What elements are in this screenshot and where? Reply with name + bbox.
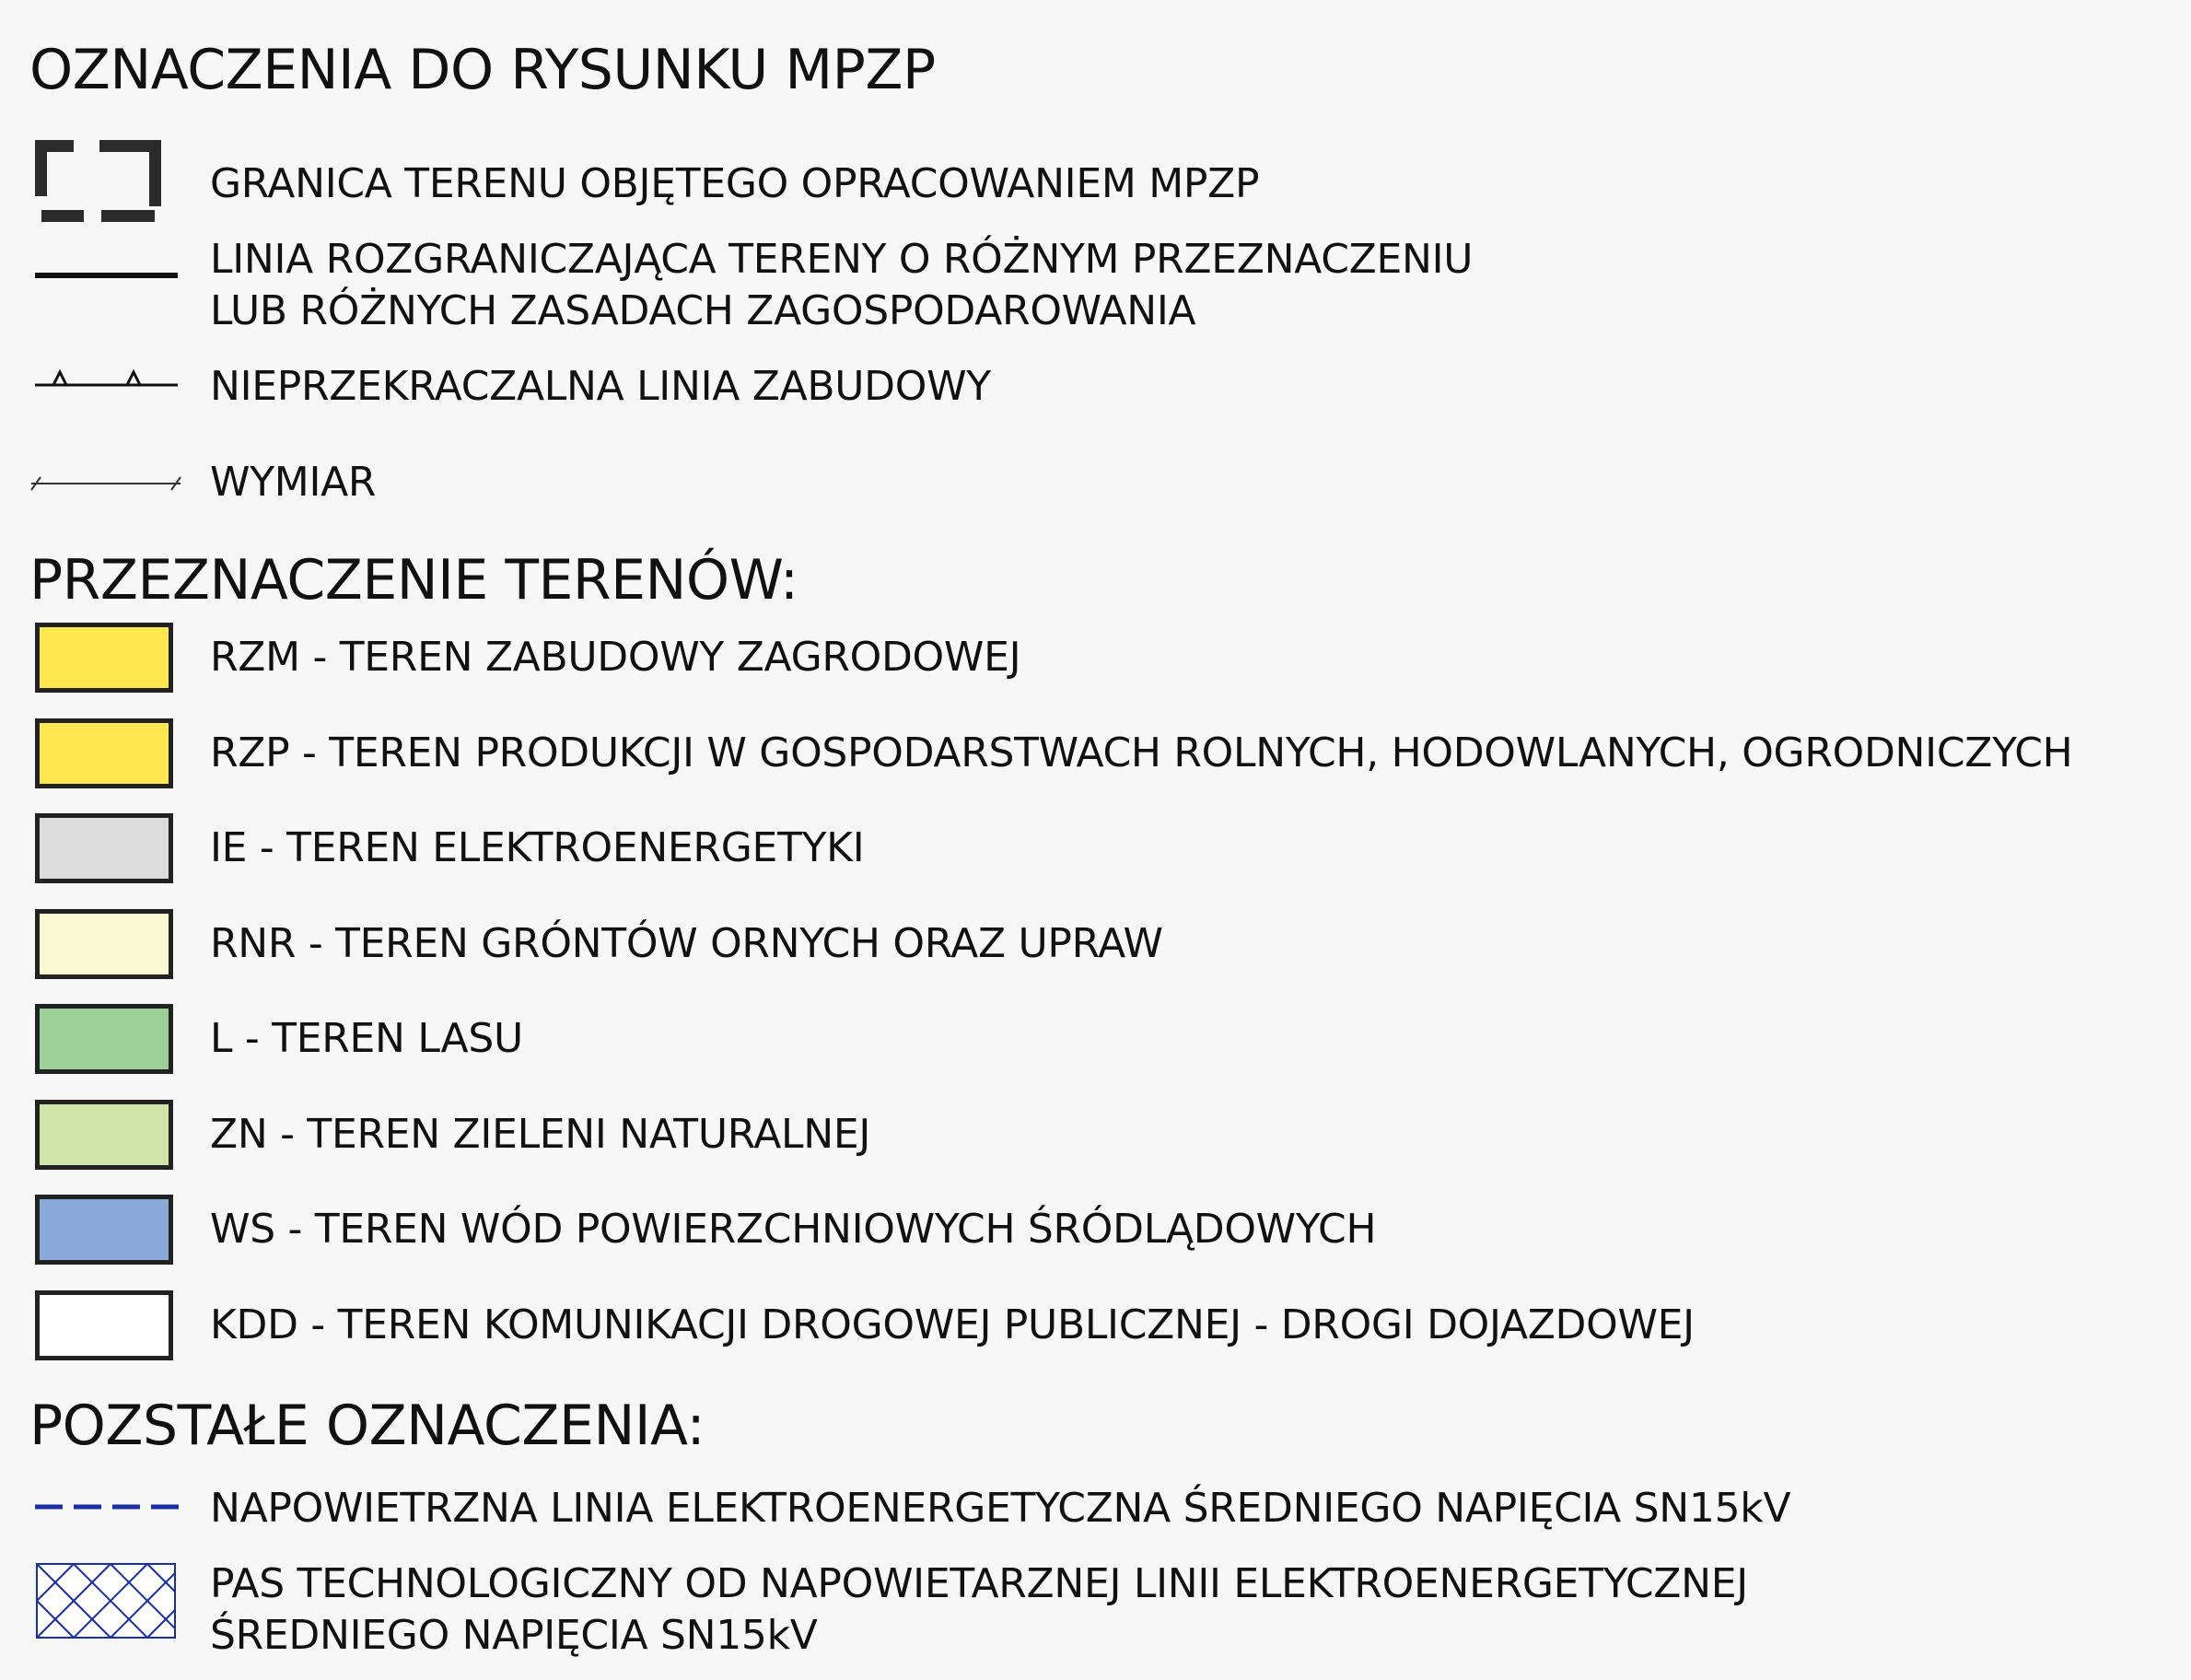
- land-use-label: IE - TEREN ELEKTROENERGETYKI: [210, 824, 865, 871]
- dashed-boundary-icon: [28, 136, 184, 225]
- land-use-label: L - TEREN LASU: [210, 1015, 523, 1062]
- legend-label-power-line: NAPOWIETRZNA LINIA ELEKTROENERGETYCZNA ŚREDNIEGO NAPIĘCIA SN15kV: [210, 1485, 1791, 1532]
- legend-label-dimension: WYMIAR: [210, 459, 377, 506]
- land-use-label: ZN - TEREN ZIELENI NATURALNEJ: [210, 1111, 871, 1158]
- land-use-label: WS - TEREN WÓD POWIERZCHNIOWYCH ŚRÓDLĄDOWYCH: [210, 1206, 1377, 1253]
- land-use-label: RZP - TEREN PRODUKCJI W GOSPODARSTWACH ROLNYCH, HODOWLANYCH, OGRODNICZYCH: [210, 729, 2073, 776]
- legend-title: OZNACZENIA DO RYSUNKU MPZP: [29, 38, 936, 102]
- land-use-swatch: [35, 1100, 173, 1170]
- power-line-icon: [28, 1498, 184, 1516]
- land-use-swatch: [35, 813, 173, 883]
- solid-line-icon: [28, 267, 184, 286]
- legend-label-tech-strip-line-2: ŚREDNIEGO NAPIĘCIA SN15kV: [210, 1612, 818, 1659]
- land-use-label: KDD - TEREN KOMUNIKACJI DROGOWEJ PUBLICZNEJ - DROGI DOJAZDOWEJ: [210, 1301, 1695, 1348]
- dimension-line-icon: [28, 470, 184, 497]
- crosshatch-icon: [28, 1562, 184, 1639]
- legend-label-boundary-line-2: LUB RÓŻNYCH ZASADACH ZAGOSPODAROWANIA: [210, 287, 1196, 334]
- legend-label-tech-strip-line-1: PAS TECHNOLOGICZNY OD NAPOWIETARZNEJ LINII ELEKTROENERGETYCZNEJ: [210, 1560, 1748, 1607]
- building-line-icon: [28, 365, 184, 392]
- land-use-swatch: [35, 1290, 173, 1360]
- land-use-swatch: [35, 909, 173, 979]
- land-use-swatch: [35, 623, 173, 693]
- land-use-label: RNR - TEREN GRÓNTÓW ORNYCH ORAZ UPRAW: [210, 920, 1163, 967]
- land-use-swatch: [35, 1195, 173, 1265]
- land-use-swatch: [35, 718, 173, 788]
- legend-label-boundary: GRANICA TERENU OBJĘTEGO OPRACOWANIEM MPZP: [210, 160, 1260, 207]
- legend-label-building-line: NIEPRZEKRACZALNA LINIA ZABUDOWY: [210, 363, 991, 410]
- other-markings-heading: POZSTAŁE OZNACZENIA:: [29, 1394, 705, 1458]
- legend-label-boundary-line-1: LINIA ROZGRANICZAJĄCA TERENY O RÓŻNYM PRZEZNACZENIU: [210, 236, 1474, 283]
- land-use-swatch: [35, 1004, 173, 1074]
- land-use-label: RZM - TEREN ZABUDOWY ZAGRODOWEJ: [210, 634, 1021, 681]
- land-use-heading: PRZEZNACZENIE TERENÓW:: [29, 548, 798, 612]
